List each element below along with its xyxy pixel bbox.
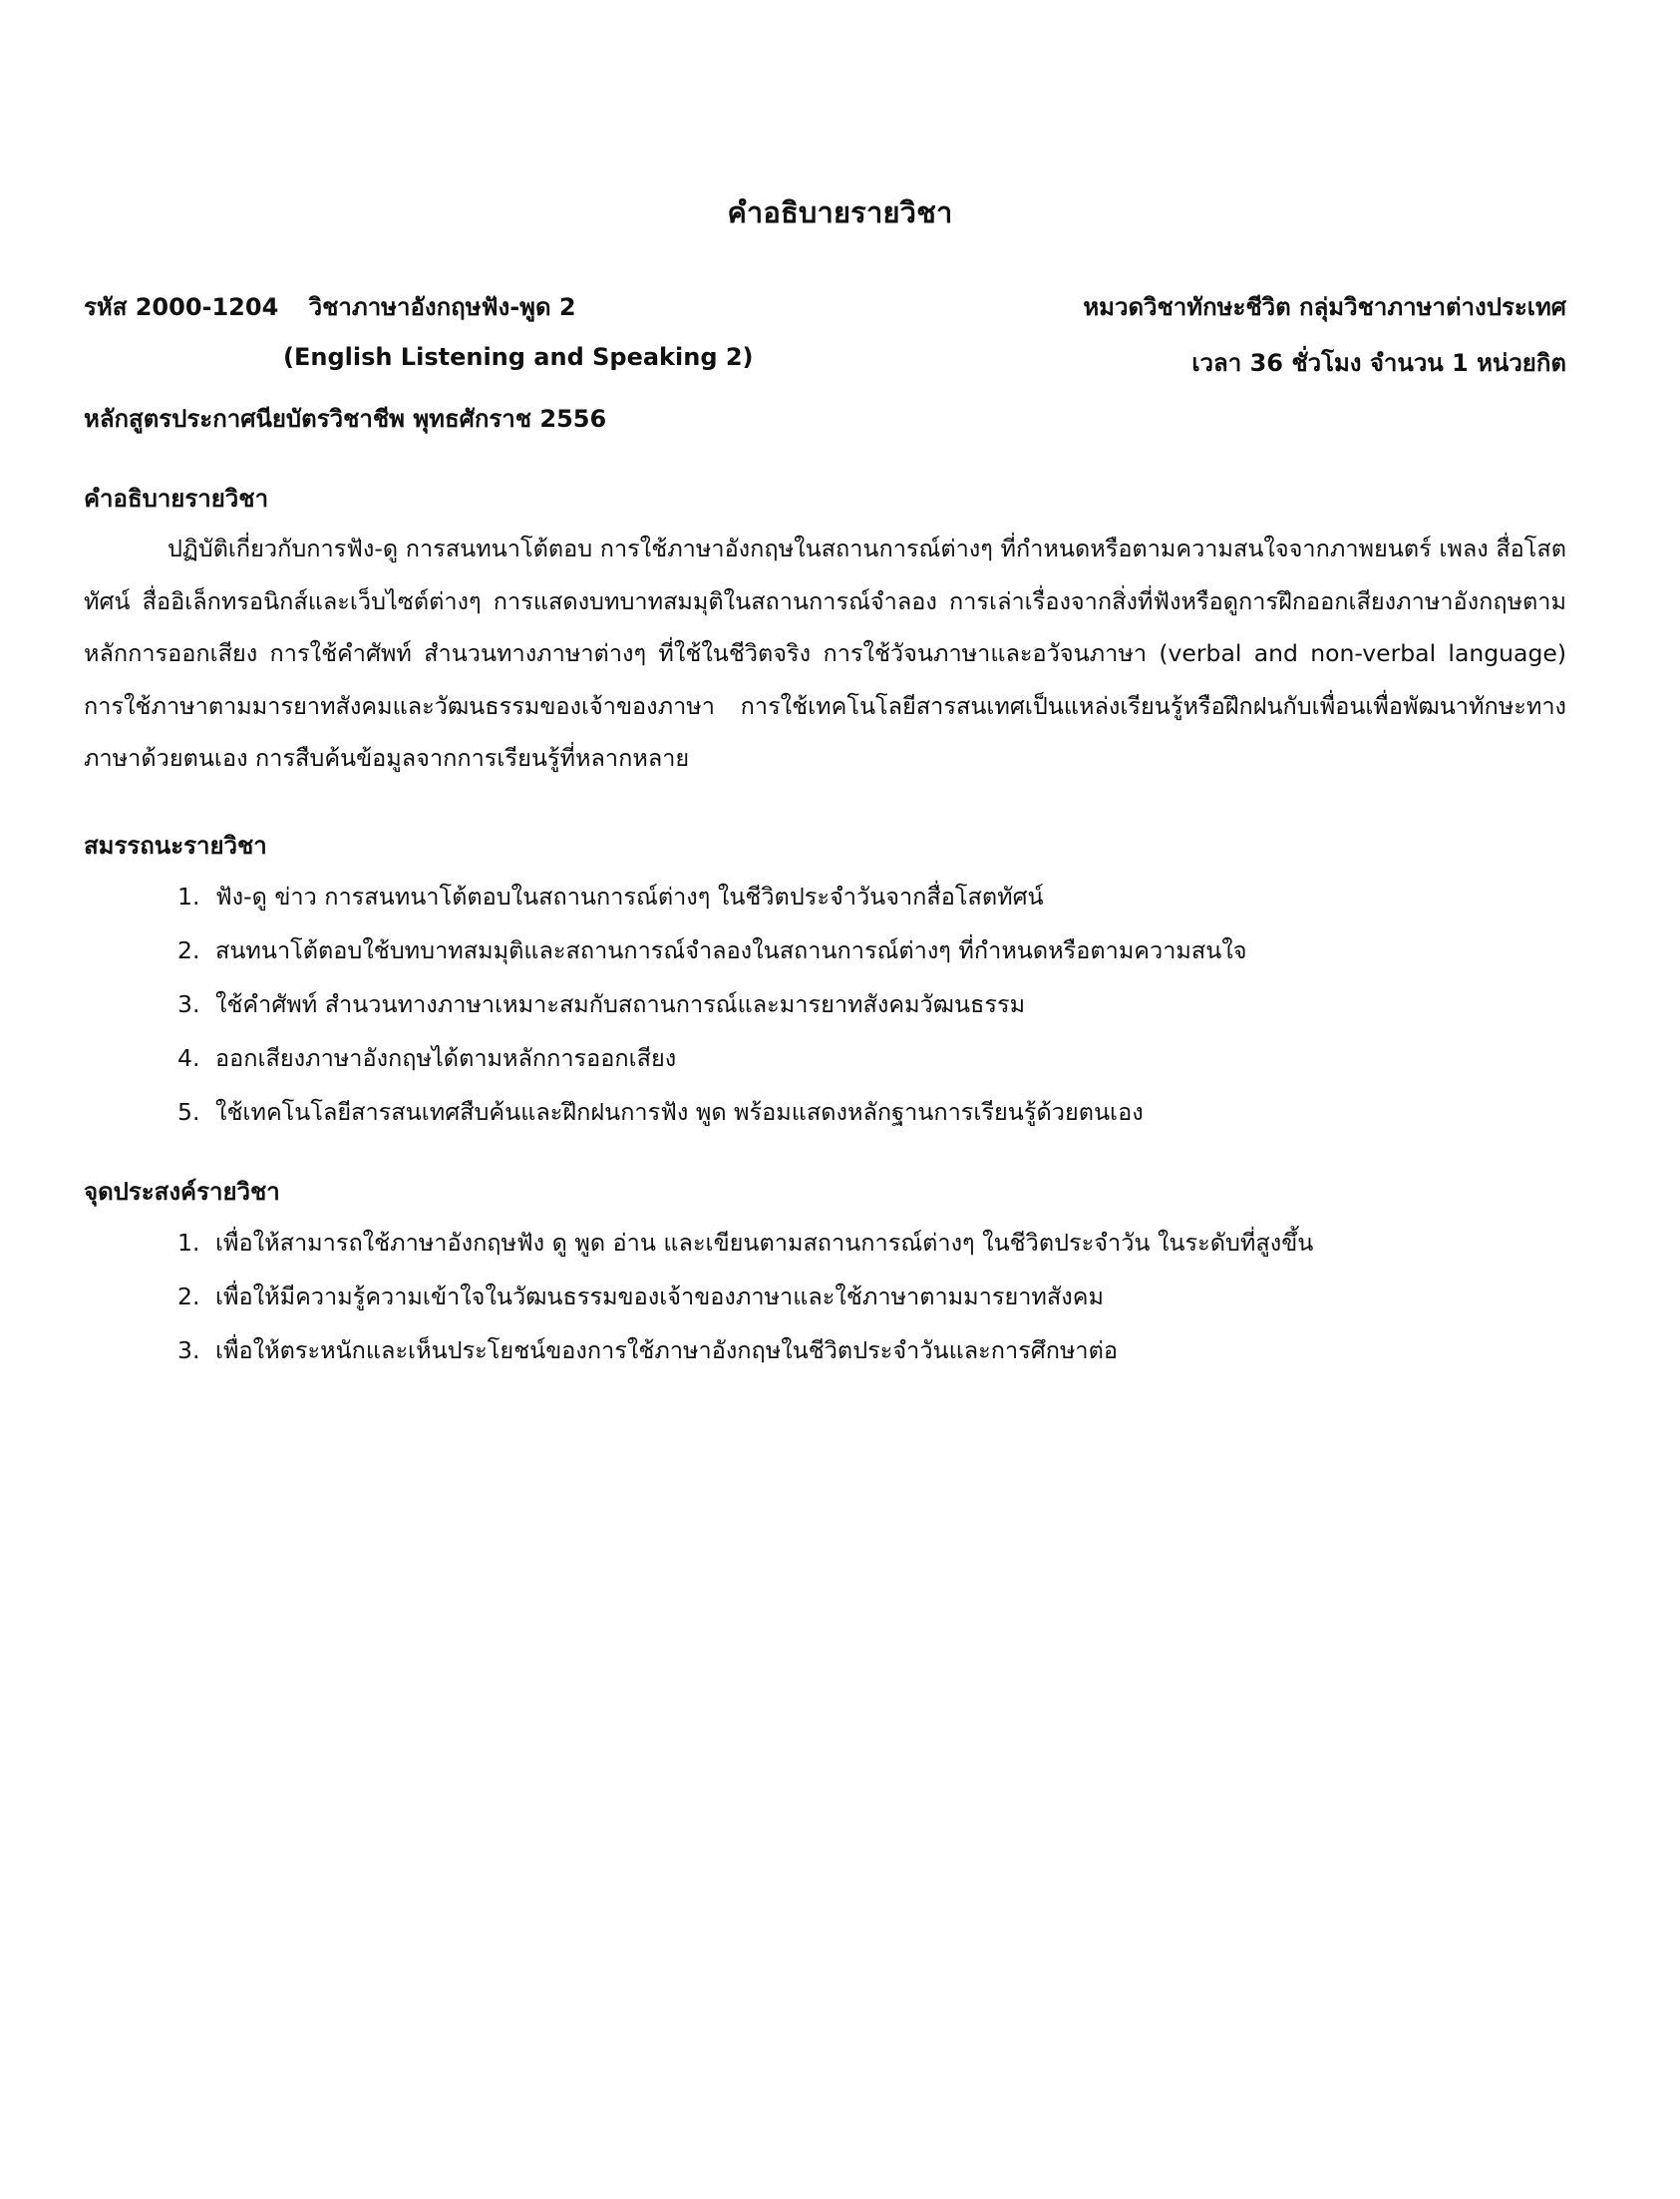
- list-item-text: ใช้คำศัพท์ สำนวนทางภาษาเหมาะสมกับสถานการณ์และมารยาทสังคมวัฒนธรรม: [215, 990, 1026, 1018]
- objectives-section: [84, 1172, 1566, 1377]
- competencies-section: [84, 826, 1566, 1139]
- list-item-number: 1.: [177, 1229, 200, 1257]
- list-item: [84, 977, 1566, 1031]
- list-item-number: 3.: [177, 1336, 200, 1364]
- course-header: [84, 287, 1566, 455]
- course-category: หมวดวิชาทักษะชีวิต กลุ่มวิชาภาษาต่างประเทศ: [1083, 293, 1566, 321]
- list-item-number: 1.: [177, 883, 200, 911]
- list-item-number: 5.: [177, 1098, 200, 1126]
- list-item-number: 4.: [177, 1044, 200, 1072]
- list-item: [84, 1085, 1566, 1139]
- list-item-text: ใช้เทคโนโลยีสารสนเทศสืบค้นและฝึกฝนการฟัง พูด พร้อมแสดงหลักฐานการเรียนรู้ด้วยตนเอง: [215, 1098, 1144, 1126]
- curriculum-name: หลักสูตรประกาศนียบัตรวิชาชีพ พุทธศักราช 2556: [84, 405, 607, 433]
- description-section: [84, 479, 1566, 785]
- list-item: [84, 1323, 1566, 1377]
- course-name: วิชาภาษาอังกฤษฟัง-พูด 2: [308, 293, 576, 321]
- competencies-list: [84, 870, 1566, 1139]
- list-item-text: เพื่อให้มีความรู้ความเข้าใจในวัฒนธรรมของเจ้าของภาษาและใช้ภาษาตามมารยาทสังคม: [215, 1283, 1104, 1310]
- list-item-text: สนทนาโต้ตอบใช้บทบาทสมมุติและสถานการณ์จำลองในสถานการณ์ต่างๆ ที่กำหนดหรือตามความสนใจ: [215, 936, 1247, 964]
- list-item-text: เพื่อให้ตระหนักและเห็นประโยชน์ของการใช้ภาษาอังกฤษในชีวิตประจำวันและการศึกษาต่อ: [215, 1336, 1119, 1364]
- competencies-heading: สมรรถนะรายวิชา: [84, 832, 267, 860]
- course-code: รหัส 2000-1204: [84, 293, 279, 321]
- page-title: คำอธิบายรายวิชา: [727, 195, 953, 229]
- course-english-name: (English Listening and Speaking 2): [283, 343, 754, 371]
- list-item: [84, 1270, 1566, 1323]
- description-paragraph: ปฏิบัติเกี่ยวกับการฟัง-ดู การสนทนาโต้ตอบ การใช้ภาษาอังกฤษในสถานการณ์ต่างๆ ที่กำหนดหรือตามความสนใจจากภาพยนตร์ เพลง สื่อโสตทัศน์ สื่ออิเล็กทรอนิกส์และเว็บไซต์ต่างๆ การแสดงบทบาทสมมุติในสถานการณ์จำลอง การเล่าเรื่องจากสิ่งที่ฟังหรือดูการฝึกออกเสียงภาษาอังกฤษตามหลักการออกเสียง การใช้คำศัพท์ สำนวนทางภาษาต่างๆ ที่ใช้ในชีวิตจริง การใช้วัจนภาษาและอวัจนภาษา (verbal and non-verbal language) การใช้ภาษาตามมารยาทสังคมและวัฒนธรรมของเจ้าของภาษา การใช้เทคโนโลยีสารสนเทศเป็นแหล่งเรียนรู้หรือฝึกฝนกับเพื่อนเพื่อพัฒนาทักษะทางภาษาด้วยตนเอง การสืบค้นข้อมูลจากการเรียนรู้ที่หลากหลาย: [84, 535, 1566, 772]
- list-item-number: 2.: [177, 1283, 200, 1310]
- header-row-1: [84, 287, 1566, 343]
- list-item: [84, 923, 1566, 977]
- course-hours-credits: เวลา 36 ชั่วโมง จำนวน 1 หน่วยกิต: [1191, 349, 1566, 377]
- list-item: [84, 870, 1566, 923]
- objectives-heading: จุดประสงค์รายวิชา: [84, 1178, 280, 1206]
- description-heading: คำอธิบายรายวิชา: [84, 485, 269, 513]
- list-item-text: เพื่อให้สามารถใช้ภาษาอังกฤษฟัง ดู พูด อ่าน และเขียนตามสถานการณ์ต่างๆ ในชีวิตประจำวัน ในระดับที่สูงขึ้น: [215, 1229, 1314, 1257]
- header-row-3: [84, 399, 1566, 455]
- list-item-text: ฟัง-ดู ข่าว การสนทนาโต้ตอบในสถานการณ์ต่างๆ ในชีวิตประจำวันจากสื่อโสตทัศน์: [215, 883, 1044, 911]
- list-item-number: 2.: [177, 936, 200, 964]
- list-item: [84, 1031, 1566, 1085]
- header-row-2: [84, 343, 1566, 399]
- list-item-number: 3.: [177, 990, 200, 1018]
- objectives-list: [84, 1216, 1566, 1377]
- list-item: [84, 1216, 1566, 1270]
- list-item-text: ออกเสียงภาษาอังกฤษได้ตามหลักการออกเสียง: [215, 1044, 677, 1072]
